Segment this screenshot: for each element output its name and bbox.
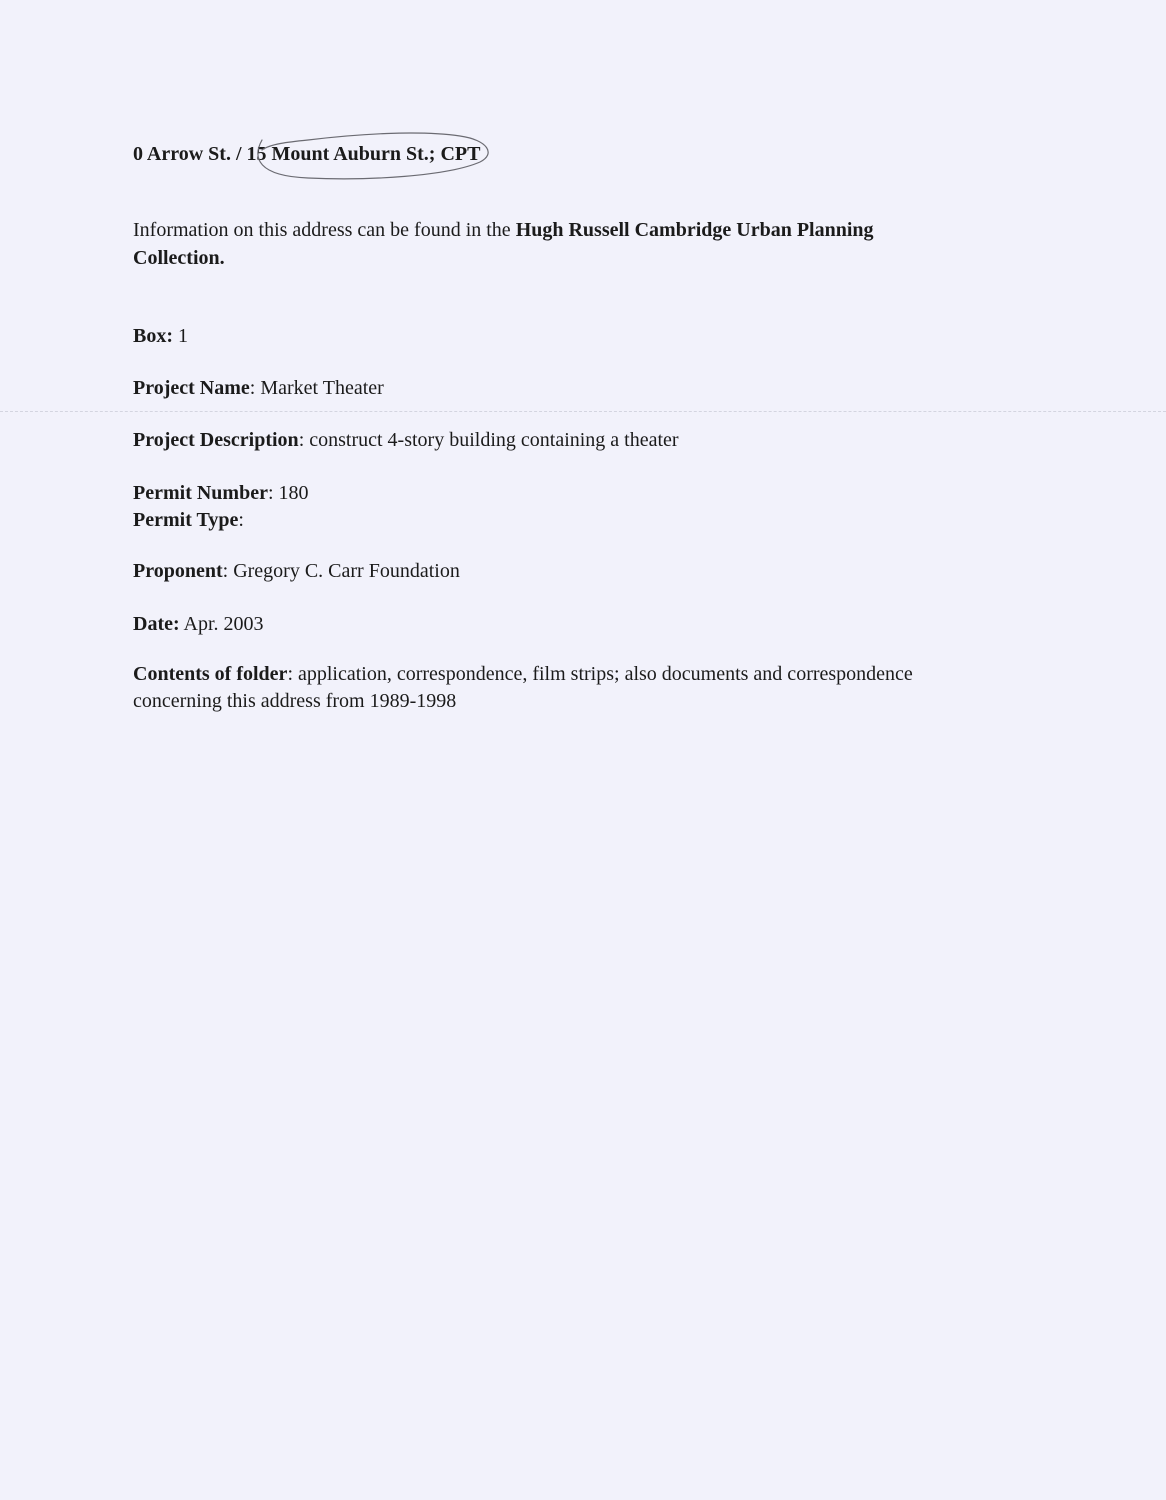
field-contents-line-1 xyxy=(133,661,913,687)
box-value: 1 xyxy=(173,325,188,347)
field-permit-type xyxy=(133,507,244,533)
contents-label: Contents of folder xyxy=(133,663,288,685)
field-project-name xyxy=(133,375,384,401)
box-label: Box: xyxy=(133,325,173,347)
contents-value-line1: : application, correspondence, film strips; also documents and correspondence xyxy=(287,663,913,685)
field-permit-number xyxy=(133,480,309,506)
proponent-label: Proponent xyxy=(133,560,223,582)
title-suffix: CPT xyxy=(435,143,481,165)
field-proponent xyxy=(133,558,460,584)
field-date xyxy=(133,611,264,637)
collection-name-line1: Hugh Russell Cambridge Urban Planning xyxy=(515,219,874,241)
permit-type-value: : xyxy=(238,509,244,531)
intro-line-2 xyxy=(133,245,225,271)
project-description-label: Project Description xyxy=(133,429,299,451)
permit-number-label: Permit Number xyxy=(133,482,268,504)
field-box xyxy=(133,323,188,349)
field-project-description xyxy=(133,427,679,453)
title-address-primary: 0 Arrow St. / xyxy=(133,143,247,165)
proponent-value: : Gregory C. Carr Foundation xyxy=(222,560,460,582)
permit-type-label: Permit Type xyxy=(133,509,239,531)
project-description-value: : construct 4-story building containing a theater xyxy=(298,429,679,451)
date-label: Date: xyxy=(133,613,180,635)
intro-line-1 xyxy=(133,217,874,243)
contents-value-line2: concerning this address from 1989-1998 xyxy=(133,690,457,712)
collection-name-line2: Collection. xyxy=(133,247,225,269)
project-name-value: : Market Theater xyxy=(249,377,384,399)
field-contents-line-2 xyxy=(133,688,456,714)
intro-text: Information on this address can be found in the xyxy=(133,219,516,241)
scan-fold-line xyxy=(0,411,1166,412)
date-value: Apr. 2003 xyxy=(179,613,264,635)
document-title xyxy=(133,141,480,167)
title-address-secondary: 15 Mount Auburn St.; xyxy=(246,143,436,165)
permit-number-value: : 180 xyxy=(267,482,309,504)
project-name-label: Project Name xyxy=(133,377,250,399)
